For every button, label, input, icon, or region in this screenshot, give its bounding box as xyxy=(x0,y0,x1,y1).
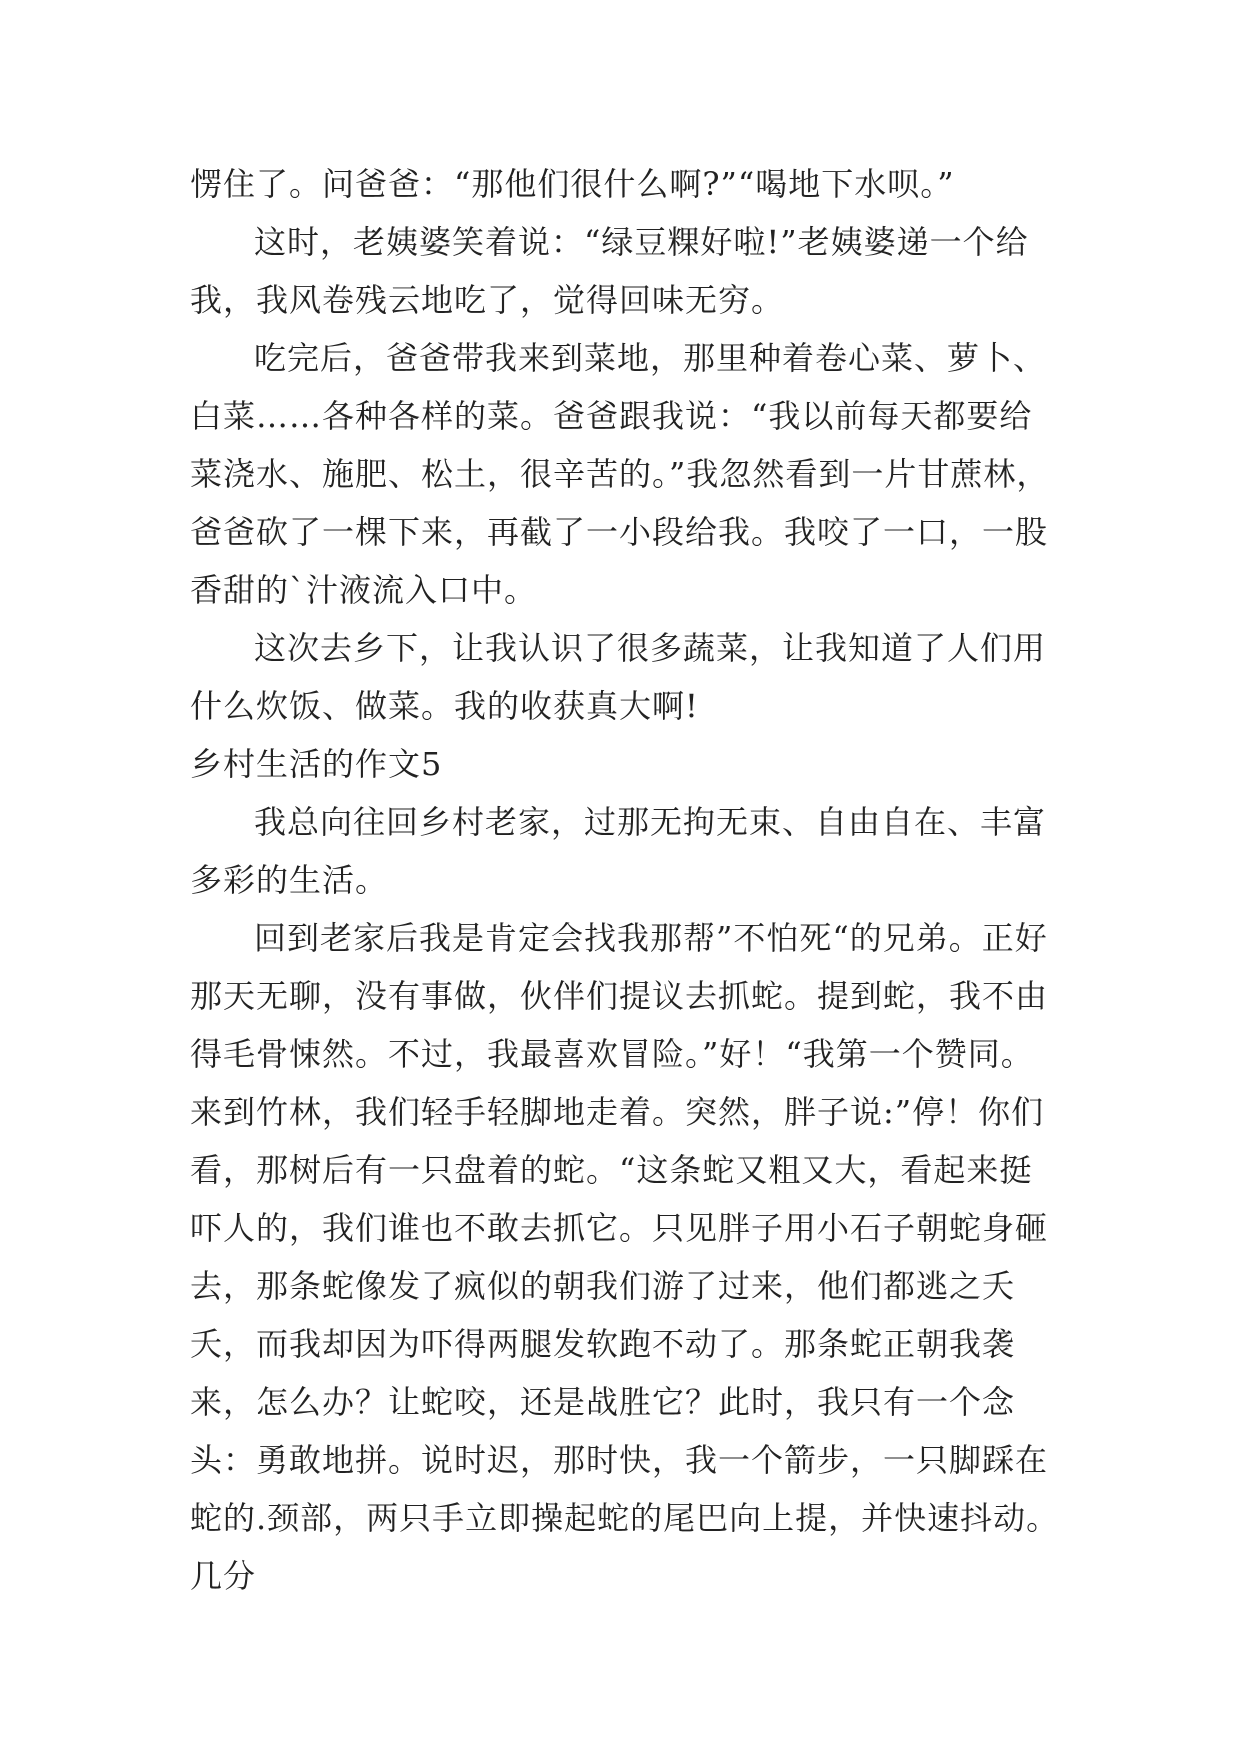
paragraph: 回到老家后我是肯定会找我那帮”不怕死“的兄弟。正好那天无聊，没有事做，伙伴们提议去抓蛇。提到蛇，我不由得毛骨悚然。不过，我最喜欢冒险。”好！“我第一个赞同。来到竹林，我们轻手轻脚地走着。突然，胖子说:”停！你们看，那树后有一只盘着的蛇。“这条蛇又粗又大，看起来挺吓人的，我们谁也不敢去抓它。只见胖子用小石子朝蛇身砸去，那条蛇像发了疯似的朝我们游了过来，他们都逃之夭夭，而我却因为吓得两腿发软跑不动了。那条蛇正朝我袭来，怎么办？让蛇咬，还是战胜它？此时，我只有一个念头：勇敢地拼。说时迟，那时快，我一个箭步，一只脚踩在蛇的.颈部，两只手立即操起蛇的尾巴向上提，并快速抖动。几分 xyxy=(190,919,1060,1595)
paragraph: 这次去乡下，让我认识了很多蔬菜，让我知道了人们用什么炊饭、做菜。我的收获真大啊! xyxy=(190,629,1047,725)
paragraph: 我总向往回乡村老家，过那无拘无束、自由自在、丰富多彩的生活。 xyxy=(190,803,1047,899)
document-body xyxy=(190,155,1060,1605)
section-heading: 乡村生活的作文5 xyxy=(190,745,443,783)
paragraph: 吃完后，爸爸带我来到菜地，那里种着卷心菜、萝卜、白菜……各种各样的菜。爸爸跟我说：“我以前每天都要给菜浇水、施肥、松土，很辛苦的。”我忽然看到一片甘蔗林，爸爸砍了一棵下来，再截了一小段给我。我咬了一口，一股香甜的`汁液流入口中。 xyxy=(190,339,1050,609)
paragraph-continuation: 愣住了。问爸爸：“那他们很什么啊?”“喝地下水呗。” xyxy=(190,165,955,203)
paragraph: 这时，老姨婆笑着说：“绿豆粿好啦!”老姨婆递一个给我，我风卷残云地吃了，觉得回味无穷。 xyxy=(190,223,1029,319)
